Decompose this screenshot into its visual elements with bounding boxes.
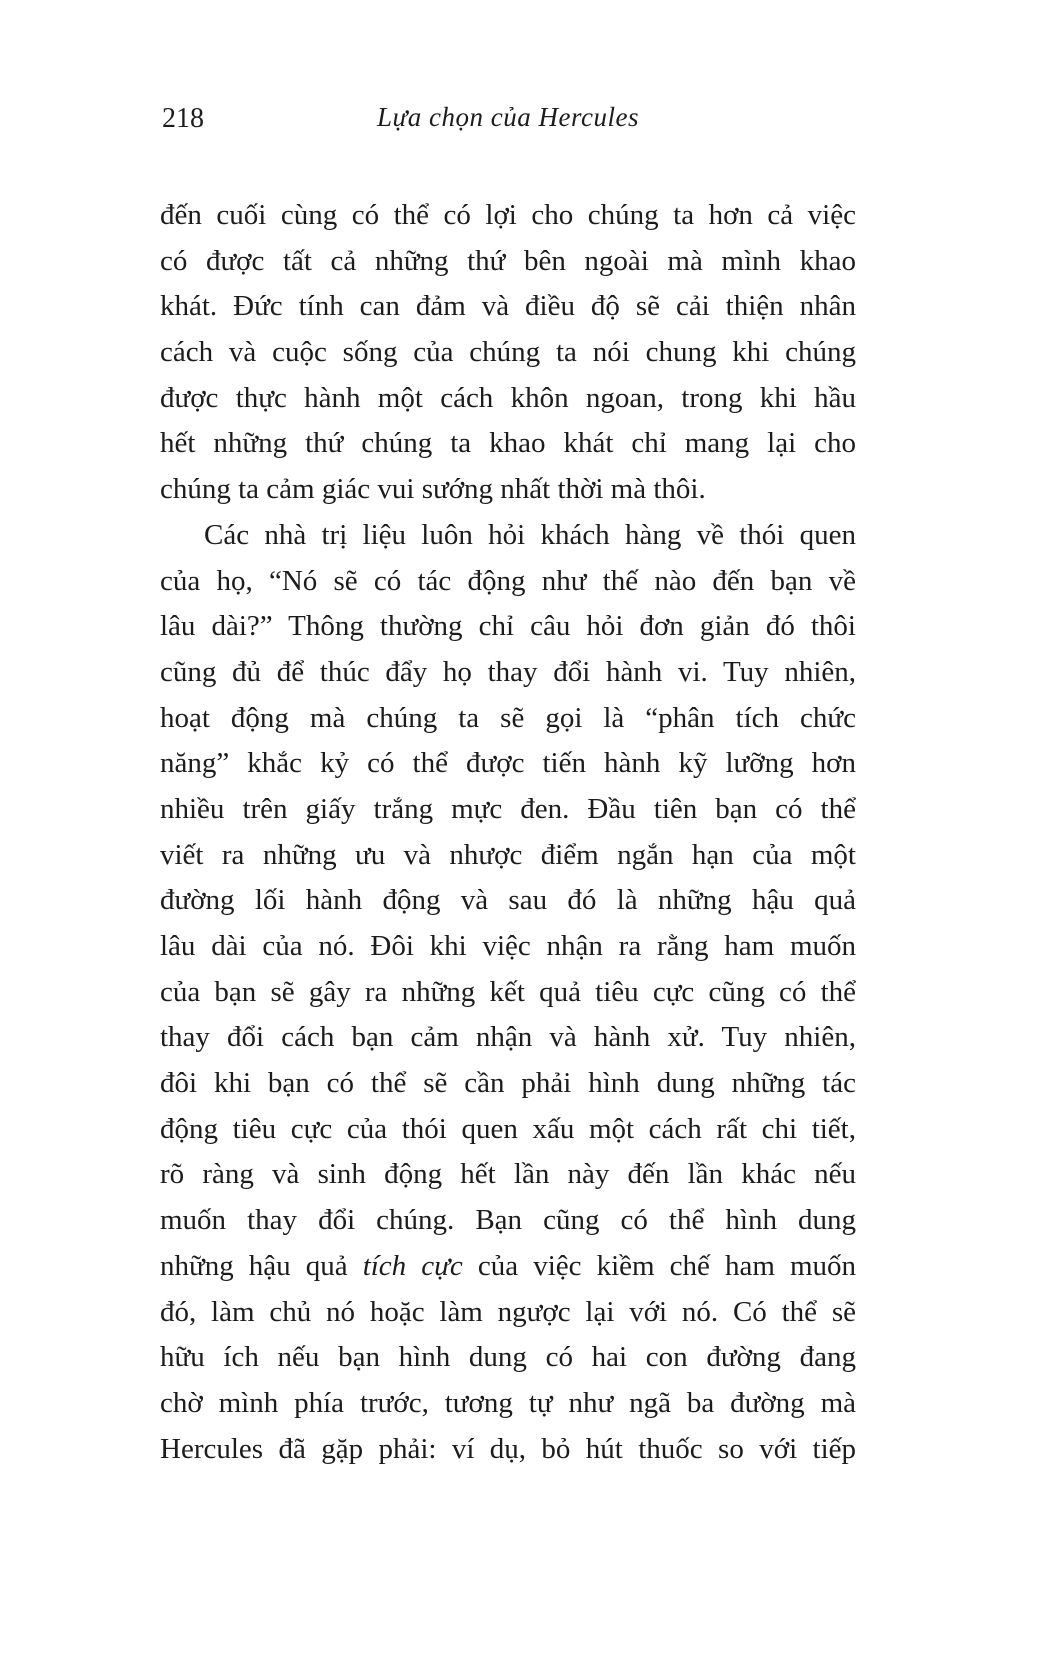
text-line — [160, 1152, 856, 1198]
text-segment: hữu ích nếu bạn hình dung có hai con đường đang — [160, 1341, 856, 1374]
paragraph — [160, 513, 856, 1472]
text-segment: được thực hành một cách khôn ngoan, trong khi hầu — [160, 381, 856, 414]
text-segment: đôi khi bạn có thể sẽ cần phải hình dung những tác — [160, 1067, 856, 1100]
text-line — [160, 1061, 856, 1107]
text-segment: chờ mình phía trước, tương tự như ngã ba đường mà — [160, 1386, 856, 1419]
text-segment: hoạt động mà chúng ta sẽ gọi là “phân tích chức — [160, 701, 856, 734]
paragraph — [160, 193, 856, 513]
text-segment: cách và cuộc sống của chúng ta nói chung khi chúng — [160, 336, 856, 369]
text-segment: lâu dài?” Thông thường chỉ câu hỏi đơn giản đó thôi — [160, 610, 856, 643]
text-line — [160, 376, 856, 422]
text-segment: của bạn sẽ gây ra những kết quả tiêu cực cũng có thể — [160, 975, 856, 1008]
text-segment: Các nhà trị liệu luôn hỏi khách hàng về thói quen — [204, 518, 856, 551]
text-segment: khát. Đức tính can đảm và điều độ sẽ cải thiện nhân — [160, 290, 856, 323]
text-segment: động tiêu cực của thói quen xấu một cách rất chi tiết, — [160, 1112, 856, 1145]
text-line — [160, 1198, 856, 1244]
text-line — [160, 696, 856, 742]
running-title: Lựa chọn của Hercules — [377, 102, 639, 132]
text-line — [160, 239, 856, 285]
text-segment: muốn thay đổi chúng. Bạn cũng có thể hình dung — [160, 1204, 856, 1237]
body-text — [160, 193, 856, 1472]
text-line — [160, 1427, 856, 1473]
text-segment: nhiều trên giấy trắng mực đen. Đầu tiên bạn có thể — [160, 792, 856, 825]
text-line — [160, 330, 856, 376]
text-line — [160, 1244, 856, 1290]
text-segment: có được tất cả những thứ bên ngoài mà mình khao — [160, 244, 856, 277]
text-line — [160, 604, 856, 650]
text-segment: rõ ràng và sinh động hết lần này đến lần khác nếu — [160, 1158, 856, 1191]
text-line — [160, 513, 856, 559]
text-segment: của việc kiềm chế ham muốn — [462, 1249, 857, 1282]
text-segment: thay đổi cách bạn cảm nhận và hành xử. Tuy nhiên, — [160, 1021, 856, 1054]
text-segment: của họ, “Nó sẽ có tác động như thế nào đến bạn về — [160, 564, 856, 597]
text-line — [160, 787, 856, 833]
text-segment: đường lối hành động và sau đó là những hậu quả — [160, 884, 856, 917]
text-segment: đến cuối cùng có thể có lợi cho chúng ta hơn cả việc — [160, 199, 856, 231]
text-line — [160, 1381, 856, 1427]
text-line — [160, 1107, 856, 1153]
text-line — [160, 1015, 856, 1061]
text-line — [160, 1335, 856, 1381]
text-line — [160, 1290, 856, 1336]
page-header — [160, 100, 856, 140]
text-line — [160, 833, 856, 879]
text-segment: năng” khắc kỷ có thể được tiến hành kỹ lưỡng hơn — [160, 747, 856, 780]
text-segment: viết ra những ưu và nhược điểm ngắn hạn của một — [160, 838, 856, 871]
text-line — [160, 421, 856, 467]
text-segment: những hậu quả — [160, 1249, 363, 1282]
text-segment: hết những thứ chúng ta khao khát chỉ mang lại cho — [160, 427, 856, 460]
text-line — [160, 741, 856, 787]
text-line — [160, 467, 856, 513]
text-segment: chúng ta cảm giác vui sướng nhất thời mà thôi. — [160, 473, 706, 506]
text-line — [160, 650, 856, 696]
text-line — [160, 193, 856, 239]
text-line — [160, 970, 856, 1016]
text-segment: cũng đủ để thúc đẩy họ thay đổi hành vi. Tuy nhiên, — [160, 655, 856, 688]
text-segment: Hercules đã gặp phải: ví dụ, bỏ hút thuốc so với tiếp — [160, 1432, 856, 1465]
text-line — [160, 878, 856, 924]
text-line — [160, 924, 856, 970]
text-line — [160, 284, 856, 330]
page-number: 218 — [162, 103, 204, 134]
text-segment: lâu dài của nó. Đôi khi việc nhận ra rằng ham muốn — [160, 930, 856, 962]
text-segment: đó, làm chủ nó hoặc làm ngược lại với nó. Có thể sẽ — [160, 1295, 856, 1328]
emphasized-text: tích cực — [362, 1249, 463, 1282]
text-line — [160, 559, 856, 605]
